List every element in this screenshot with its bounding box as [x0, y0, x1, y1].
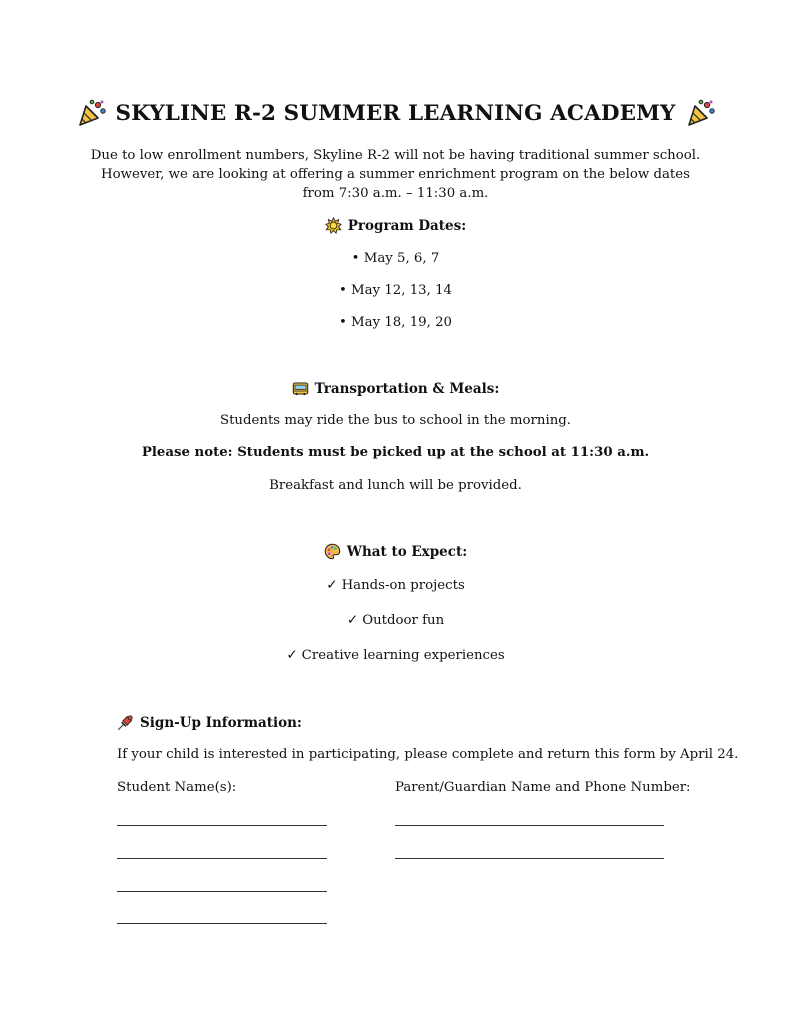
- student-name-label: Student Name(s):: [117, 780, 237, 795]
- expect-item: ✓ Hands-on projects: [326, 578, 465, 593]
- pushpin-icon: [117, 714, 134, 731]
- program-dates-heading: [0, 217, 791, 234]
- program-date-item: • May 5, 6, 7: [351, 251, 440, 266]
- bus-icon: [292, 380, 309, 397]
- party-popper-icon: [76, 98, 106, 128]
- bus-info-text: Students may ride the bus to school in the morning.: [219, 413, 571, 428]
- intro-line: Due to low enrollment numbers, Skyline R-2 will not be having traditional summer school.: [90, 148, 701, 163]
- title-text: SKYLINE R-2 SUMMER LEARNING ACADEMY: [115, 100, 676, 126]
- program-dates-heading-text: Program Dates:: [347, 217, 467, 234]
- meals-info-text: Breakfast and lunch will be provided.: [269, 478, 522, 493]
- parent-guardian-blank[interactable]: [395, 825, 664, 826]
- intro-paragraph: [0, 146, 791, 203]
- signup-heading-text: Sign-Up Information:: [140, 714, 302, 731]
- sun-icon: [325, 217, 342, 234]
- palette-icon: [324, 543, 341, 560]
- expect-item: ✓ Creative learning experiences: [286, 648, 505, 663]
- page-title: [0, 98, 791, 128]
- expect-item: ✓ Outdoor fun: [346, 613, 445, 628]
- transportation-heading: [0, 380, 791, 397]
- intro-line: from 7:30 a.m. – 11:30 a.m.: [302, 186, 489, 201]
- what-to-expect-heading: [0, 543, 791, 560]
- parent-guardian-label: Parent/Guardian Name and Phone Number:: [395, 780, 691, 795]
- student-name-blank[interactable]: [117, 825, 327, 826]
- student-name-blank[interactable]: [117, 891, 327, 892]
- signup-heading: [117, 714, 302, 731]
- program-date-item: • May 12, 13, 14: [338, 283, 453, 298]
- party-popper-icon: [685, 98, 715, 128]
- parent-guardian-blank[interactable]: [395, 858, 664, 859]
- transportation-heading-text: Transportation & Meals:: [314, 380, 500, 397]
- student-name-blank[interactable]: [117, 923, 327, 924]
- signup-instructions: If your child is interested in participating, please complete and return this form by April 24.: [117, 747, 739, 762]
- pickup-note: Please note: Students must be picked up at the school at 11:30 a.m.: [141, 445, 650, 460]
- what-to-expect-heading-text: What to Expect:: [346, 543, 468, 560]
- program-date-item: • May 18, 19, 20: [338, 315, 453, 330]
- intro-line: However, we are looking at offering a summer enrichment program on the below dates: [101, 167, 690, 182]
- student-name-blank[interactable]: [117, 858, 327, 859]
